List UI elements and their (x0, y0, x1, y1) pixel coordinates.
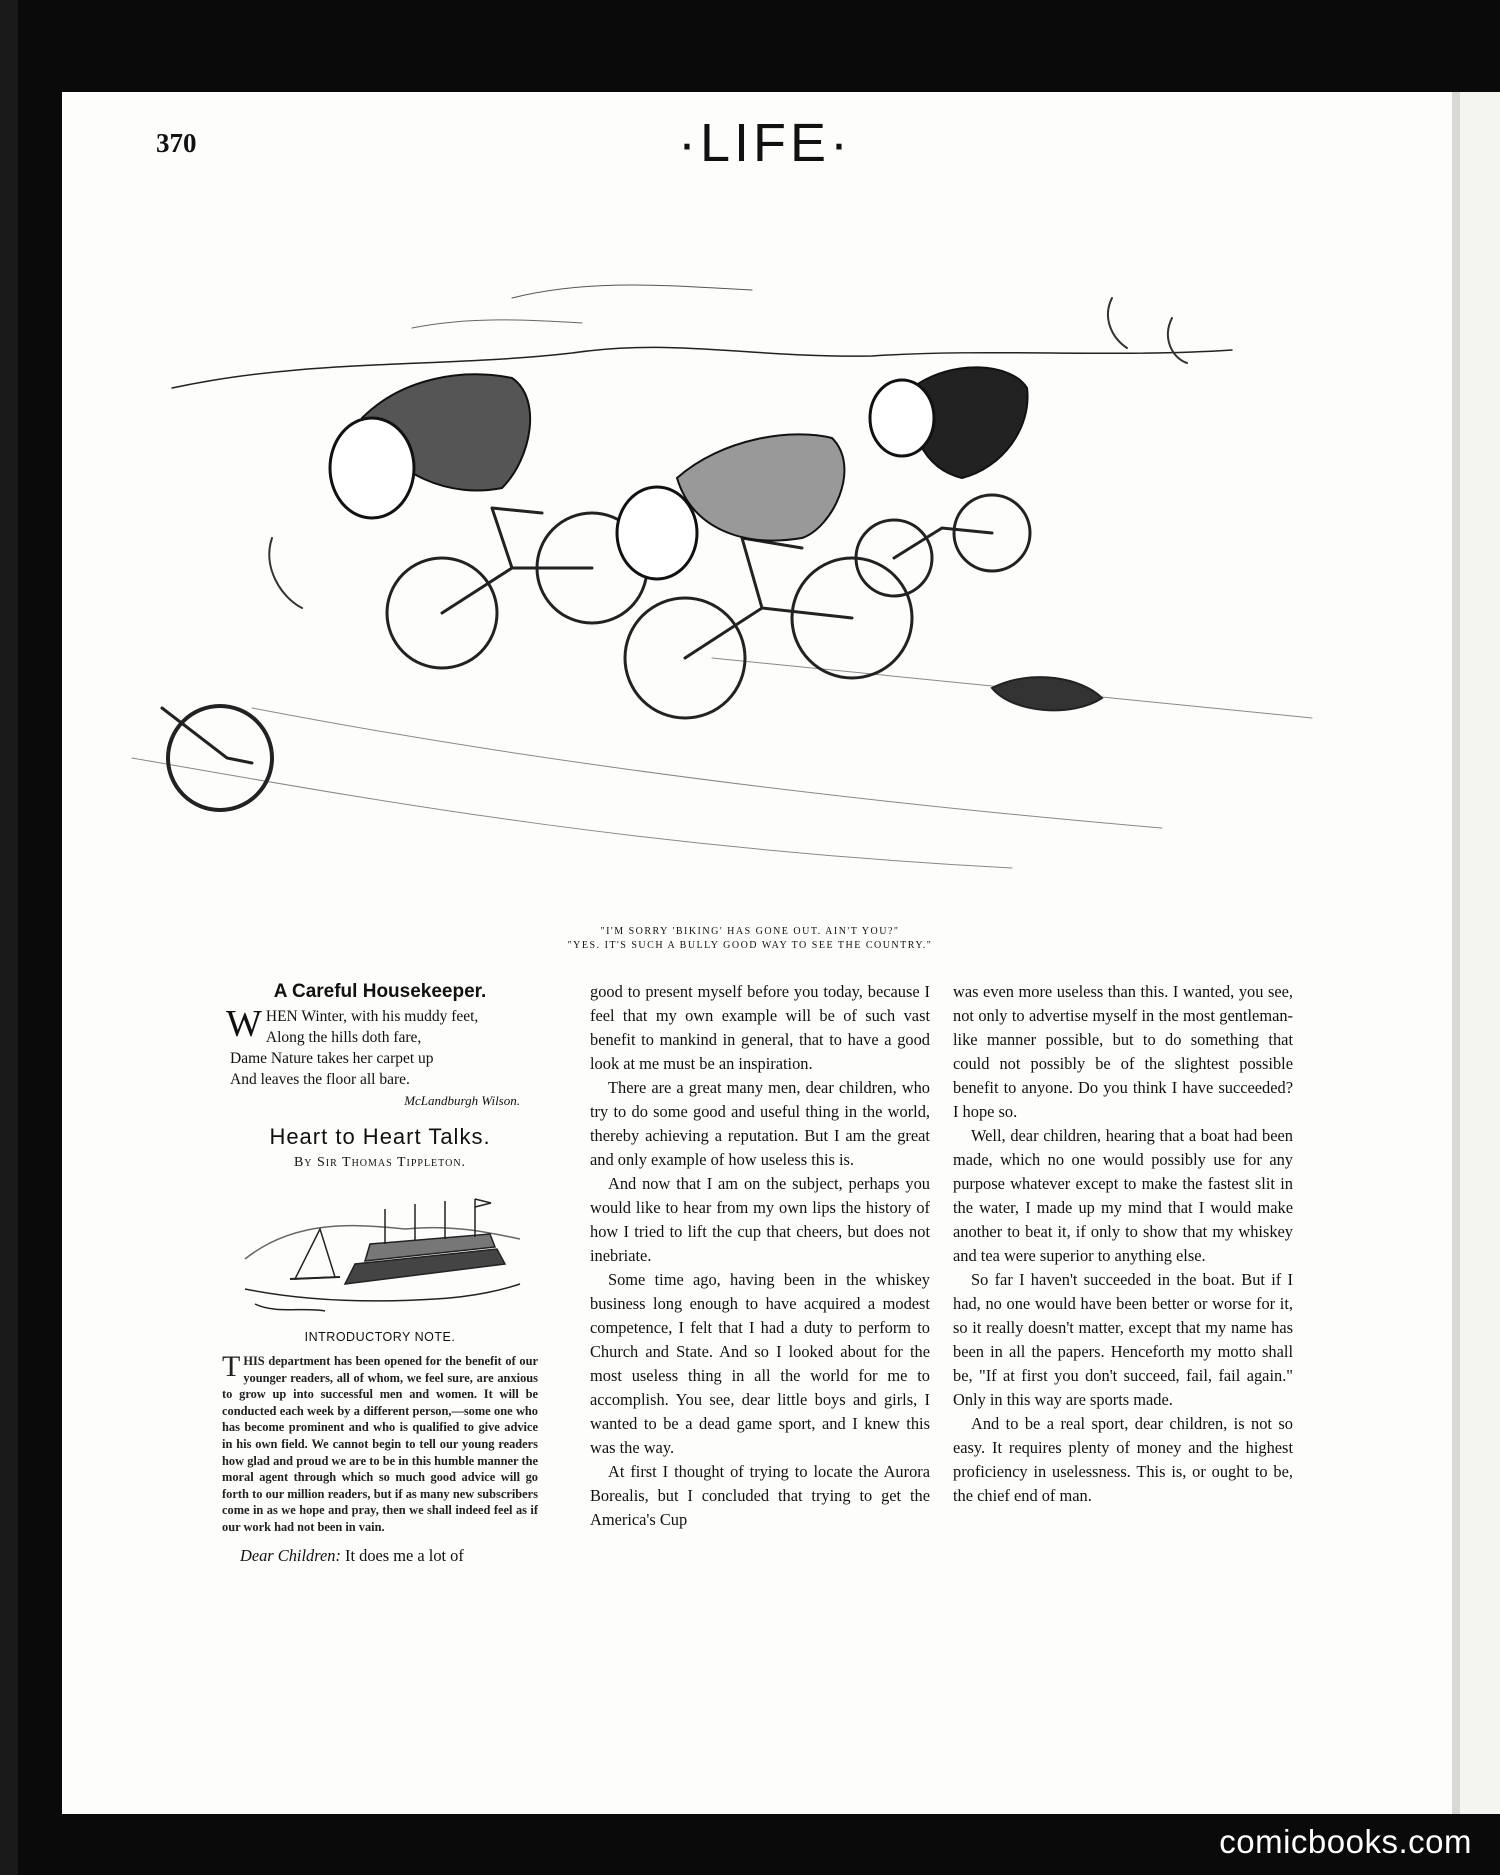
masthead-title: ·LIFE· (677, 113, 852, 173)
facing-page-edge (1460, 92, 1500, 1814)
paragraph: good to present myself before you today, because I feel that my own example will be of such vast benefit to mankind in general, that to have a good look at me must be an inspiration. (590, 982, 930, 1073)
poem-line-3: Dame Nature takes her carpet up (230, 1050, 434, 1067)
paragraph: was even more useless than this. I wanted, you see, not only to advertise myself in the most gentleman-like manner possible, but to do something that could not possibly be of the slightest possible benefit to anyone. Do you think I have succeeded? I hope so. (953, 982, 1293, 1121)
note-dropcap: T (222, 1350, 241, 1383)
salutation: Dear Children: (240, 1545, 341, 1565)
paragraph: So far I haven't succeeded in the boat. But if I had, no one would have been better or worse for it, so it really doesn't matter, except that my name has been in all the papers. Henceforth my motto shall be, "If at first you don't succeed, fail, fail again." Only in this way are sports made. (953, 1270, 1293, 1409)
cyclists-cartoon-illustration (112, 238, 1342, 898)
scan-left-edge (0, 0, 18, 1875)
cartoon-caption (400, 925, 1100, 953)
poem-dropcap: W (226, 1003, 262, 1045)
poem-body (222, 1003, 538, 1111)
paragraph: And now that I am on the subject, perhaps you would like to hear from my own lips the history of how I tried to lift the cup that cheers, but does not inebriate. (590, 1174, 930, 1265)
note-body: HIS department has been opened for the benefit of our younger readers, all of whom, we feel sure, are anxious to grow up into successful men and women. It will be conducted each week by a different person,—some one who has become prominent and who is qualified to give advice in his own field. We cannot begin to tell our young readers how glad and proud we are to be in this humble manner the moral agent through which so much good advice will go forth to our million readers, but if as many new subscribers come in as we hope and pray, then we shall indeed feel as if our work had not been in vain. (222, 1354, 538, 1534)
poem-line-2: Along the hills doth fare, (265, 1029, 422, 1046)
caption-line-2: "YES. IT'S SUCH A BULLY GOOD WAY TO SEE THE COUNTRY." (567, 940, 933, 951)
column-3 (953, 980, 1293, 1508)
site-watermark: comicbooks.com (1219, 1823, 1472, 1860)
column-2 (590, 980, 930, 1532)
introductory-note-text (222, 1350, 538, 1536)
paragraph: And to be a real sport, dear children, is not so easy. It requires plenty of money and the highest proficiency in uselessness. This is, or ought to be, the chief end of man. (953, 1414, 1293, 1505)
page-number: 370 (156, 128, 197, 158)
poem-title: A Careful Housekeeper. (273, 981, 487, 1002)
poem-line-1: HEN Winter, with his muddy feet, (265, 1008, 479, 1025)
paragraph: At first I thought of trying to locate the Aurora Borealis, but I concluded that trying to get the America's Cup (590, 1462, 930, 1529)
column-1 (222, 980, 538, 1568)
article-title: Heart to Heart Talks. (269, 1124, 491, 1149)
paragraph: There are a great many men, dear children, who try to do some good and useful thing in the world, thereby achieving a reputation. But I am the great and only example of how useless this is. (590, 1078, 930, 1169)
paragraph: Some time ago, having been in the whiskey business long enough to have acquired a modest competence, I felt that I had a duty to perform to Church and State. And so I looked about for the most useless thing in all the world for me to accomplish. You see, dear little boys and girls, I wanted to be a dead game sport, and I knew this was the way. (590, 1270, 930, 1457)
poem-author: McLandburgh Wilson. (404, 1093, 520, 1108)
steamship-illustration (235, 1189, 525, 1319)
paragraph: Well, dear children, hearing that a boat had been made, which no one would possibly use for any purpose whatever except to make the fastest slit in the water, I made up my mind that I would make another to beat it, if only to show that my whiskey and tea were superior to anything else. (953, 1126, 1293, 1265)
article-opening (222, 1544, 538, 1568)
introductory-note-heading: INTRODUCTORY NOTE. (304, 1330, 456, 1344)
poem-line-4: And leaves the floor all bare. (230, 1071, 410, 1088)
article-byline: By Sir Thomas Tippleton. (293, 1155, 467, 1170)
page-spine (1452, 92, 1460, 1814)
caption-line-1: "I'M SORRY 'BIKING' HAS GONE OUT. AIN'T YOU?" (600, 926, 900, 937)
opening-sentence-start: It does me a lot of (340, 1545, 464, 1565)
